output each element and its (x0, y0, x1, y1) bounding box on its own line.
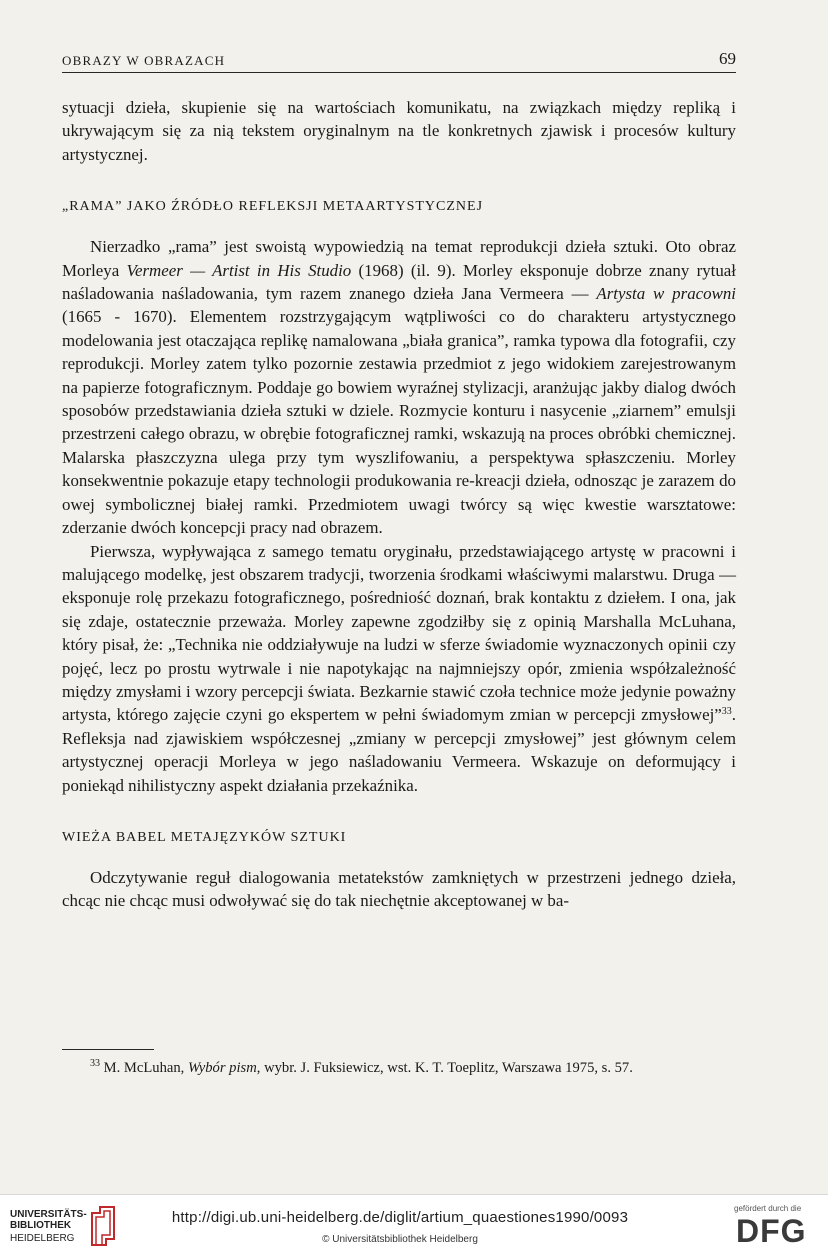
library-emblem-icon (88, 1205, 118, 1247)
footnote-book-title: Wybór pism (187, 1060, 257, 1076)
section-heading-babel: WIEŻA BABEL METAJĘZYKÓW SZTUKI (62, 829, 347, 845)
artwork-title-vermeer: Vermeer — Artist in His Studio (126, 260, 352, 280)
artwork-title-artysta: Artysta w pracowni (596, 284, 736, 304)
section-heading-rama: „RAMA” JAKO ŹRÓDŁO REFLEKSJI METAARTYSTYCZNEJ (62, 199, 484, 215)
copyright-notice: © Universitätsbibliothek Heidelberg (322, 1234, 478, 1245)
paragraph-1: sytuacji dzieła, skupienie się na wartościach komunikatu, na związkach między repliką i ukrywającym się za nią tekstem oryginalnym na tle konkretnych zjawisk i procesów kultury artystycznej. (62, 98, 736, 164)
library-logo[interactable] (10, 1209, 160, 1249)
funder-logo[interactable] (730, 1204, 820, 1252)
dfg-logo-icon: DFG (736, 1213, 807, 1249)
library-city: HEIDELBERG (10, 1233, 75, 1244)
footnote-reference[interactable]: 33 (721, 706, 732, 718)
paragraph-3: Pierwsza, wypływająca z samego tematu oryginału, przedstawiającego artystę w pracowni i malującego modelkę, jest obszarem tradycji, tworzenia środkami właściwymi malarstwu. Druga — eksponuje rolę przekazu fotograficznego, pośredniość doznań, brak kontaktu z dziełem. I ona, jak się zdaje, ostatecznie przeważa. Morley zapewne zgodziłby się z opinią Marshalla McLuhana, który pisał, że: „Technika nie oddziaływuje na ludzi w sferze świadomie wyznaczonych opinii czy pojęć, lecz po prostu wytrwale i nie napotykając na najmniejszy opór, zmienia współzależność między zmysłami i wzory percepcji świata. Bezkarnie stawić czoła technice może jedynie poważny artysta, którego zajęcie czyni go ekspertem w pełni świadomym zmian w percepcji zmysłowej”$^{33}$. Refleksja nad zjawiskiem współczesnej „zmiany w percepcji zmysłowej” jest głównym celem artystycznej operacji Morleya w jego naśladowaniu Vermeera. Wskazuje on deformujący i poniekąd nihilistyczny aspekt działania przekaźnika. (62, 541, 736, 795)
paragraph-2: Nierzadko „rama” jest swoistą wypowiedzią na temat reprodukcji dzieła sztuki. Oto obraz Morleya Vermeer — Artist in His Studio (1968) (il. 9). Morley eksponuje dobrze znany rytuał naśladowania naśladowania, tym razem znanego dzieła Jana Vermeera — Artysta w pracowni (1665 - 1670). Elementem rozstrzygającym wątpliwości co do charakteru artystycznego modelowania jest otaczająca replikę namalowana „biała granica”, ramka typowa dla fotografii, czy reprodukcji. Morley zatem tylko pozornie zestawia przedmiot z jego widokiem zarejestrowanym na papierze fotograficznym. Poddaje go bowiem wyraźnej stylizacji, aranżując jakby dialog dwóch sposobów przedstawiania dzieła sztuki w dziele. Rozmycie konturu i nasycenie „ziarnem” emulsji przestrzeni całego obrazu, w obrębie fotograficznej ramki, wskazują na proces obróbki chemicznej. Malarska płaszczyzna ulega przy tym wyszlifowaniu, a perspektywa spłaszczeniu. Morley konsekwentnie pokazuje etapy technologii produkowania re-kreacji dzieła, odnosząc je zarazem do owej symbolicznej białej ramki. Przedmiotem uwagi twórcy są więc kwestie warsztatowe: zderzanie dwóch koncepcji pracy nad obrazem. (62, 237, 736, 538)
page-number: 69 (719, 49, 736, 68)
library-name: UNIVERSITÄTS- BIBLIOTHEK (10, 1209, 87, 1231)
paragraph-4: Odczytywanie reguł dialogowania metatekstów zamkniętych w przestrzeni jednego dzieła, chcąc nie chcąc musi odwoływać się do tak niechętnie akceptowanej w ba- (62, 867, 736, 911)
footnote-divider (62, 1049, 154, 1050)
page-header (62, 50, 736, 73)
body-text (62, 96, 736, 913)
source-url-link[interactable]: http://digi.ub.uni-heidelberg.de/diglit/artium_quaestiones1990/0093 (171, 1209, 629, 1226)
footnote: $^{33}$ M. McLuhan, Wybór pism, wybr. J. Fuksiewicz, wst. K. T. Toeplitz, Warszawa 1975, s. 57. (90, 1058, 633, 1076)
footnote-number: 33 (90, 1058, 100, 1069)
running-title: OBRAZY W OBRAZACH (62, 53, 226, 68)
funder-note: gefördert durch die (734, 1204, 802, 1213)
